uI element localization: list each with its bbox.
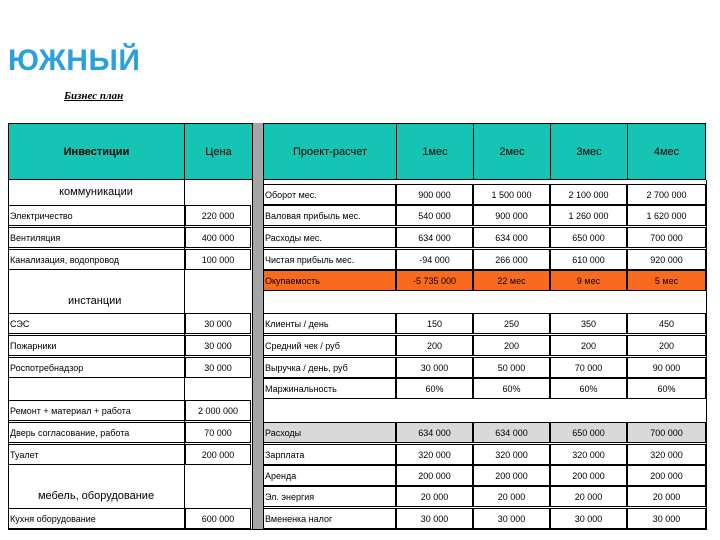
right-row-value: 150: [396, 313, 473, 334]
right-row-value: 70 000: [550, 357, 627, 378]
payback-value: -5 735 000: [396, 270, 473, 291]
column-separator: [253, 123, 263, 530]
right-table-border: [263, 180, 264, 530]
right-row-value: 60%: [396, 378, 473, 399]
left-row-label: Туалет: [8, 444, 184, 465]
left-row-label: Ремонт + материал + работа: [8, 400, 184, 421]
header-project: Проект-расчет: [263, 123, 397, 180]
right-row-value: 30 000: [627, 508, 706, 529]
payback-value: 22 мес: [473, 270, 550, 291]
right-row-value: 350: [550, 313, 627, 334]
right-row-value: 60%: [550, 378, 627, 399]
payback-value: 9 мес: [550, 270, 627, 291]
left-price-border-right: [252, 180, 253, 530]
right-row-label: Выручка / день, руб: [263, 357, 396, 378]
left-row-label: Дверь согласование, работа: [8, 422, 184, 443]
right-row-label: Клиенты / день: [263, 313, 396, 334]
right-row-value: 20 000: [473, 486, 550, 507]
payback-label: Окупаемость: [263, 270, 396, 291]
right-row-value: 200: [627, 335, 706, 356]
right-row-label: Маржинальность: [263, 378, 396, 399]
left-price-border: [184, 180, 185, 530]
right-row-value: 900 000: [396, 184, 473, 205]
right-row-value: 200 000: [473, 465, 550, 486]
payback-value: 5 мес: [627, 270, 706, 291]
left-row-label: СЭС: [8, 313, 184, 334]
left-row-label: Кухня оборудование: [8, 508, 184, 529]
right-row-value: 200 000: [396, 465, 473, 486]
right-table-border: [706, 180, 707, 530]
header-month-3: 3мес: [550, 123, 628, 180]
page-subtitle: Бизнес план: [64, 90, 124, 102]
left-border: [8, 180, 9, 530]
right-row-value: 700 000: [627, 227, 706, 248]
right-row-value: 320 000: [550, 444, 627, 465]
right-row-value: 200: [396, 335, 473, 356]
left-row-price: 600 000: [185, 508, 251, 529]
right-row-value: 1 620 000: [627, 205, 706, 226]
left-row-price: 30 000: [185, 357, 251, 378]
right-row-value: 320 000: [627, 444, 706, 465]
right-row-label: Эл. энергия: [263, 486, 396, 507]
expenses-value: 650 000: [550, 422, 627, 443]
right-row-value: 30 000: [473, 508, 550, 529]
right-row-value: 50 000: [473, 357, 550, 378]
right-row-value: 610 000: [550, 249, 627, 270]
left-row-price: 220 000: [185, 205, 251, 226]
group-furniture: мебель, оборудование: [37, 490, 155, 502]
right-row-value: 450: [627, 313, 706, 334]
right-row-value: 30 000: [396, 508, 473, 529]
right-row-label: Расходы мес.: [263, 227, 396, 248]
left-row-price: 400 000: [185, 227, 251, 248]
right-row-label: Оборот мес.: [263, 184, 396, 205]
left-row-label: Вентиляция: [8, 227, 184, 248]
right-row-value: 1 260 000: [550, 205, 627, 226]
right-row-value: 320 000: [473, 444, 550, 465]
header-month-2: 2мес: [473, 123, 551, 180]
right-row-value: 30 000: [550, 508, 627, 529]
right-row-value: 200: [473, 335, 550, 356]
left-row-label: Канализация, водопровод: [8, 249, 184, 270]
right-row-label: Средний чек / руб: [263, 335, 396, 356]
page-title: ЮЖНЫЙ: [8, 44, 141, 77]
right-row-value: 634 000: [396, 227, 473, 248]
group-installations: инстанции: [68, 295, 122, 307]
right-row-value: 200: [550, 335, 627, 356]
group-communications: коммуникации: [59, 186, 133, 198]
expenses-value: 634 000: [396, 422, 473, 443]
right-row-value: -94 000: [396, 249, 473, 270]
right-row-value: 266 000: [473, 249, 550, 270]
left-row-price: 2 000 000: [185, 400, 251, 421]
expenses-value: 634 000: [473, 422, 550, 443]
left-row-label: Пожарники: [8, 335, 184, 356]
right-row-label: Вмененка налог: [263, 508, 396, 529]
right-row-value: 900 000: [473, 205, 550, 226]
left-row-price: 200 000: [185, 444, 251, 465]
header-price: Цена: [184, 123, 253, 180]
header-month-1: 1мес: [396, 123, 474, 180]
left-row-label: Роспотребнадзор: [8, 357, 184, 378]
table-bottom-border: [8, 529, 707, 530]
right-row-value: 634 000: [473, 227, 550, 248]
right-row-value: 60%: [627, 378, 706, 399]
right-row-value: 30 000: [396, 357, 473, 378]
expenses-label: Расходы: [263, 422, 396, 443]
left-row-price: 100 000: [185, 249, 251, 270]
expenses-value: 700 000: [627, 422, 706, 443]
right-row-label: Чистая прибыль мес.: [263, 249, 396, 270]
left-row-price: 70 000: [185, 422, 251, 443]
right-row-value: 320 000: [396, 444, 473, 465]
left-row-label: Электричество: [8, 205, 184, 226]
left-row-price: 30 000: [185, 335, 251, 356]
right-row-value: 20 000: [627, 486, 706, 507]
right-row-value: 650 000: [550, 227, 627, 248]
right-row-value: 90 000: [627, 357, 706, 378]
header-month-4: 4мес: [627, 123, 706, 180]
right-row-value: 200 000: [550, 465, 627, 486]
right-row-value: 20 000: [396, 486, 473, 507]
right-row-value: 20 000: [550, 486, 627, 507]
left-row-price: 30 000: [185, 313, 251, 334]
right-row-value: 540 000: [396, 205, 473, 226]
right-row-value: 920 000: [627, 249, 706, 270]
right-row-value: 60%: [473, 378, 550, 399]
right-row-value: 2 100 000: [550, 184, 627, 205]
right-row-value: 2 700 000: [627, 184, 706, 205]
right-row-label: Аренда: [263, 465, 396, 486]
right-row-value: 250: [473, 313, 550, 334]
header-investments: Инвестиции: [8, 123, 185, 180]
right-row-value: 200 000: [627, 465, 706, 486]
right-row-label: Валовая прибыль мес.: [263, 205, 396, 226]
right-row-value: 1 500 000: [473, 184, 550, 205]
right-row-label: Зарплата: [263, 444, 396, 465]
